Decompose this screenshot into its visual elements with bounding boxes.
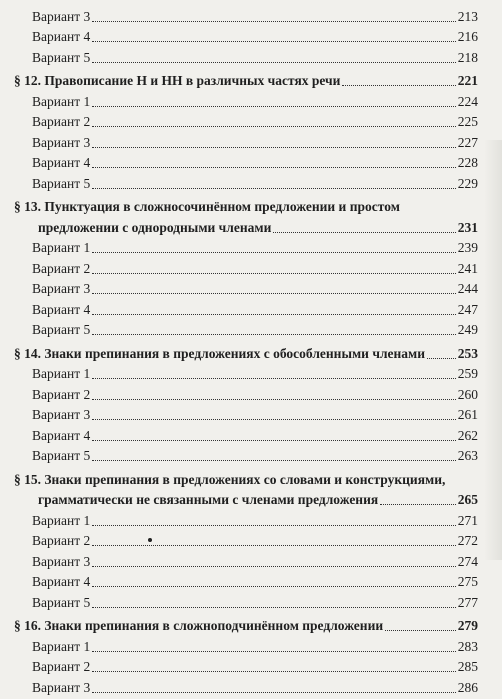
page-number: 244	[457, 281, 478, 296]
page-number: 239	[457, 240, 478, 255]
section-title: § 12. Правописание Н и НН в различных частях речи	[14, 73, 341, 88]
dot-leader	[92, 273, 456, 274]
toc-variant-entry	[0, 423, 502, 444]
page-number: 265	[457, 492, 478, 507]
variant-label: Вариант 5	[32, 594, 91, 610]
page-number: 275	[457, 574, 478, 589]
toc-variant-entry	[0, 151, 502, 172]
variant-label: Вариант 1	[32, 638, 91, 654]
dot-leader	[92, 167, 456, 168]
page-number: 241	[457, 260, 478, 276]
dot-leader	[92, 314, 456, 315]
variant-label: Вариант 2	[32, 659, 91, 674]
toc-section-heading	[0, 614, 502, 635]
toc-variant-entry	[0, 570, 502, 591]
variant-label: Вариант 5	[32, 322, 91, 337]
variant-label: Вариант 1	[32, 240, 91, 255]
dot-leader	[342, 85, 455, 86]
toc-variant-entry	[0, 110, 502, 131]
variant-label: Вариант 2	[32, 533, 91, 548]
variant-label: Вариант 1	[32, 512, 91, 528]
dot-leader	[92, 566, 456, 567]
variant-label: Вариант 1	[32, 93, 91, 109]
section-title: грамматически не связанными с членами предложения	[38, 492, 379, 507]
dot-leader	[92, 188, 456, 189]
dot-leader	[92, 586, 456, 587]
page-number: 279	[457, 618, 478, 633]
page-number: 272	[457, 533, 478, 548]
dot-leader	[92, 106, 456, 107]
toc-variant-entry	[0, 297, 502, 318]
page-number: 249	[457, 322, 478, 337]
page-number: 262	[457, 427, 478, 443]
page-number: 227	[457, 134, 478, 150]
page-number: 218	[457, 49, 478, 65]
section-title: § 15. Знаки препинания в предложениях со словами и конструкциями,	[14, 471, 446, 487]
page-number: 277	[457, 594, 478, 610]
dot-leader	[92, 147, 456, 148]
section-title: § 13. Пунктуация в сложносочинённом предложении и простом	[14, 199, 400, 214]
variant-label: Вариант 4	[32, 29, 91, 44]
page-number: 228	[457, 155, 478, 170]
dot-leader	[385, 630, 456, 631]
toc-variant-entry	[0, 403, 502, 424]
dot-leader	[92, 607, 456, 608]
dot-leader	[92, 671, 456, 672]
print-speck	[148, 538, 152, 542]
page-number: 231	[457, 219, 478, 235]
section-title: предложении с однородными членами	[38, 219, 272, 235]
toc-variant-entry	[0, 508, 502, 529]
variant-label: Вариант 4	[32, 574, 91, 589]
toc-variant-entry	[0, 362, 502, 383]
toc-section-heading	[0, 69, 502, 90]
toc-variant-entry	[0, 256, 502, 277]
variant-label: Вариант 3	[32, 407, 91, 422]
toc-variant-entry	[0, 318, 502, 339]
variant-label: Вариант 3	[32, 679, 91, 695]
page-number: 271	[457, 512, 478, 528]
toc-variant-entry	[0, 549, 502, 570]
variant-label: Вариант 5	[32, 49, 91, 65]
dot-leader	[92, 41, 456, 42]
toc-section-heading	[0, 467, 502, 488]
page-number: 225	[457, 114, 478, 129]
toc-variant-entry	[0, 444, 502, 465]
variant-label: Вариант 3	[32, 134, 91, 150]
page-number: 259	[457, 366, 478, 381]
table-of-contents	[0, 4, 502, 696]
toc-variant-entry	[0, 130, 502, 151]
page-number: 213	[457, 8, 478, 24]
page-number: 224	[457, 93, 478, 109]
dot-leader	[427, 358, 456, 359]
page-number: 253	[457, 345, 478, 361]
dot-leader	[92, 399, 456, 400]
toc-section-heading	[0, 341, 502, 362]
variant-label: Вариант 2	[32, 386, 91, 402]
variant-label: Вариант 5	[32, 175, 91, 191]
variant-label: Вариант 3	[32, 281, 91, 296]
variant-label: Вариант 5	[32, 448, 91, 463]
dot-leader	[92, 440, 456, 441]
page-number: 261	[457, 407, 478, 422]
toc-variant-entry	[0, 171, 502, 192]
section-title: § 16. Знаки препинания в сложноподчинённом предложении	[14, 618, 384, 633]
variant-label: Вариант 3	[32, 553, 91, 569]
dot-leader	[92, 21, 456, 22]
page-number: 229	[457, 175, 478, 191]
variant-label: Вариант 4	[32, 427, 91, 443]
toc-variant-entry	[0, 634, 502, 655]
toc-variant-entry	[0, 4, 502, 25]
variant-label: Вариант 4	[32, 301, 91, 317]
dot-leader	[273, 232, 455, 233]
dot-leader	[92, 334, 456, 335]
dot-leader	[92, 252, 456, 253]
toc-variant-entry	[0, 45, 502, 66]
page-number: 260	[457, 386, 478, 402]
toc-variant-entry	[0, 675, 502, 696]
page-number: 286	[457, 679, 478, 695]
toc-variant-entry	[0, 25, 502, 46]
variant-label: Вариант 2	[32, 260, 91, 276]
toc-variant-entry	[0, 590, 502, 611]
toc-variant-entry	[0, 277, 502, 298]
page-number: 263	[457, 448, 478, 463]
toc-variant-entry	[0, 236, 502, 257]
dot-leader	[92, 460, 456, 461]
page-number: 221	[457, 73, 478, 88]
dot-leader	[92, 378, 456, 379]
section-title: § 14. Знаки препинания в предложениях с обособленными членами	[14, 345, 426, 361]
variant-label: Вариант 4	[32, 155, 91, 170]
toc-variant-entry	[0, 529, 502, 550]
dot-leader	[92, 62, 456, 63]
toc-section-heading	[0, 488, 502, 509]
dot-leader	[92, 692, 456, 693]
page-number: 285	[457, 659, 478, 674]
page-number: 274	[457, 553, 478, 569]
toc-variant-entry	[0, 655, 502, 676]
variant-label: Вариант 2	[32, 114, 91, 129]
toc-variant-entry	[0, 382, 502, 403]
page-number: 216	[457, 29, 478, 44]
dot-leader	[92, 126, 456, 127]
dot-leader	[380, 504, 456, 505]
toc-variant-entry	[0, 89, 502, 110]
dot-leader	[92, 525, 456, 526]
dot-leader	[92, 419, 456, 420]
dot-leader	[92, 293, 456, 294]
dot-leader	[92, 651, 456, 652]
toc-section-heading	[0, 195, 502, 216]
page-number: 247	[457, 301, 478, 317]
dot-leader	[92, 545, 456, 546]
variant-label: Вариант 1	[32, 366, 91, 381]
toc-section-heading	[0, 215, 502, 236]
page-number: 283	[457, 638, 478, 654]
variant-label: Вариант 3	[32, 8, 91, 24]
